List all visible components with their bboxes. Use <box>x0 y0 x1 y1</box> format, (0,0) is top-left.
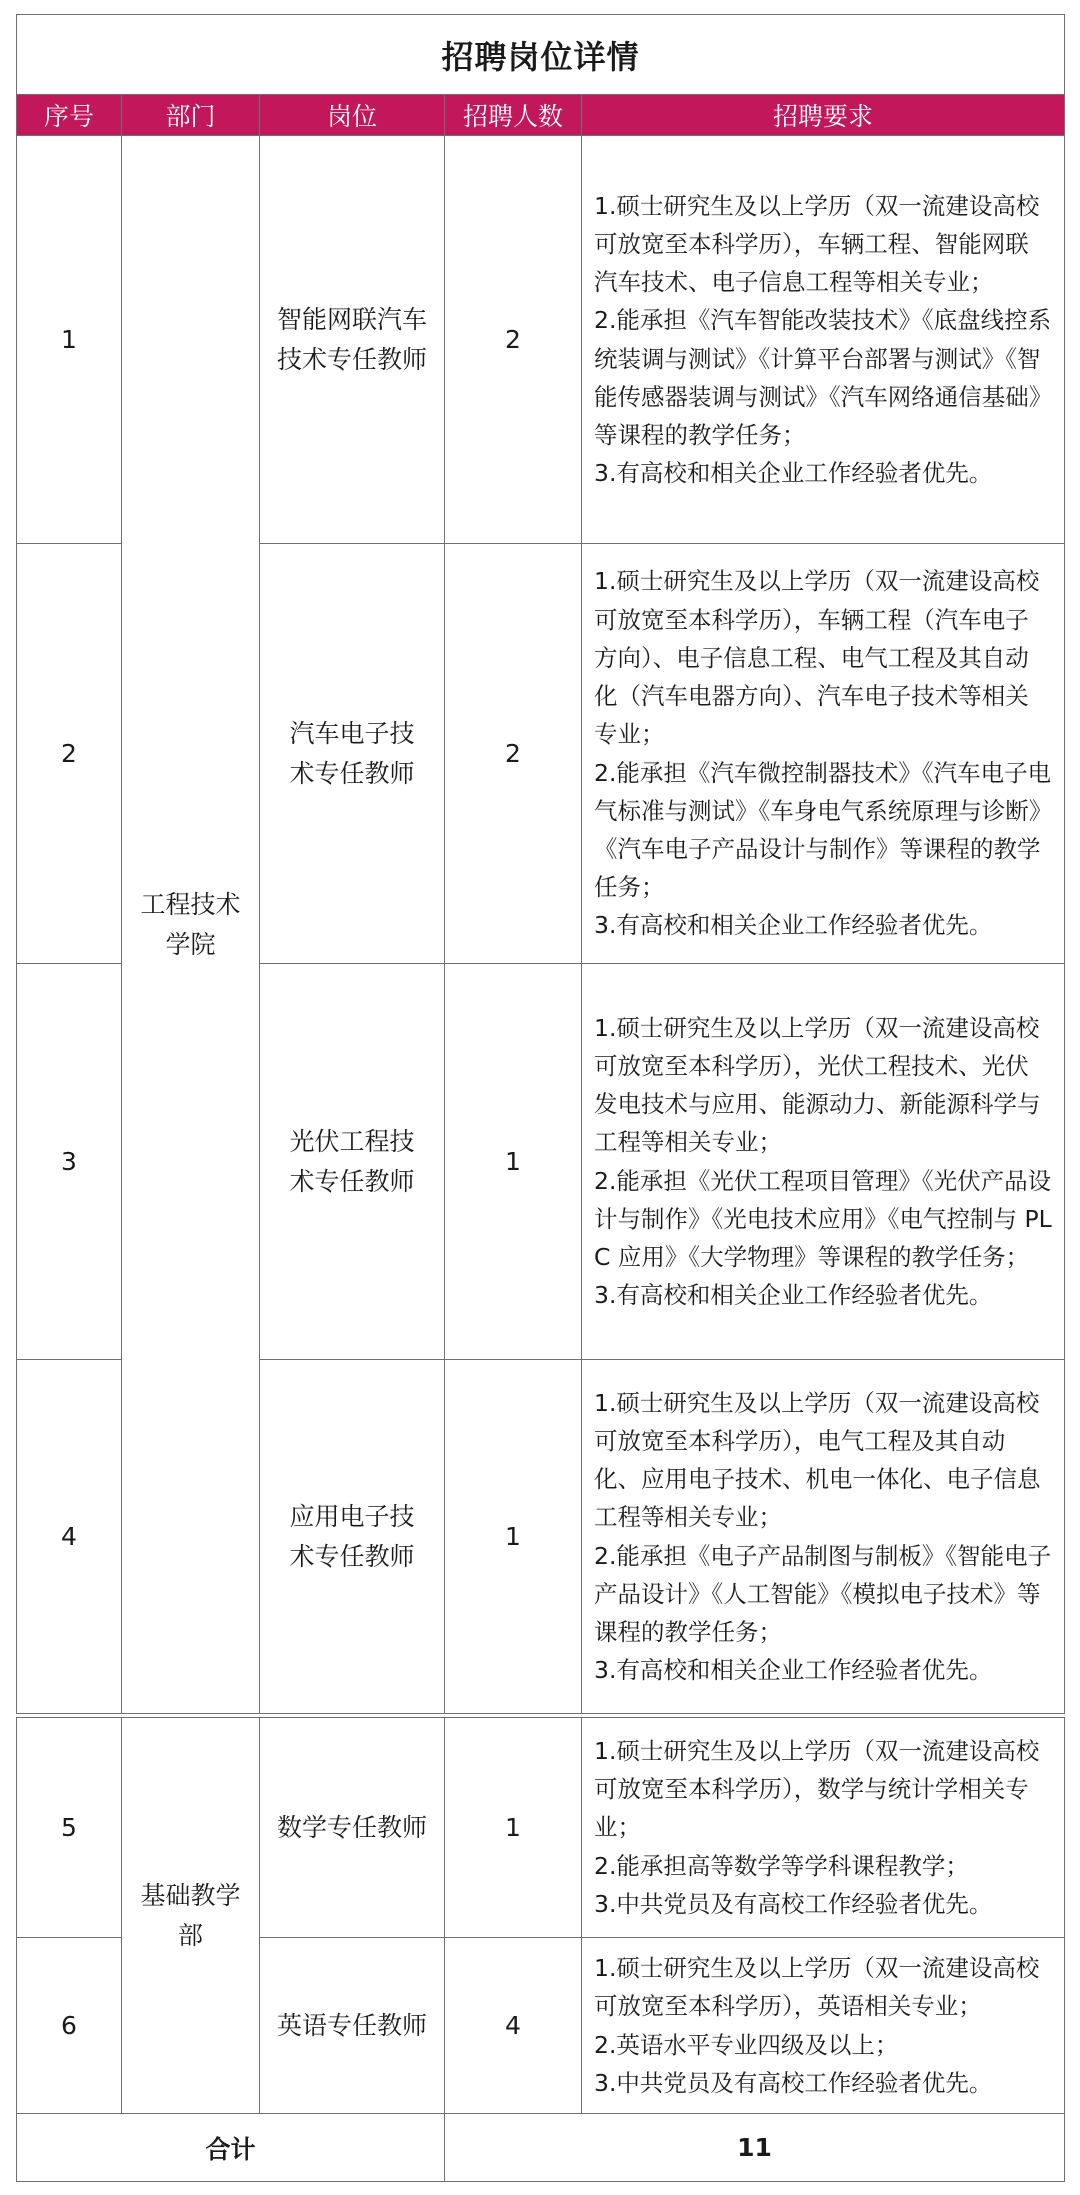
total-row <box>17 2114 1065 2182</box>
row-requirements <box>582 1718 1065 1938</box>
requirement-line: 2.能承担《汽车微控制器技术》《汽车电子电气标准与测试》《车身电气系统原理与诊断》《汽车电子产品设计与制作》等课程的教学任务； <box>594 758 1052 902</box>
requirement-line: 3.中共党员及有高校工作经验者优先。 <box>594 2068 993 2097</box>
row-no: 4 <box>17 1360 122 1714</box>
row-requirements <box>582 136 1065 544</box>
row-count: 2 <box>445 136 582 544</box>
row-no: 2 <box>17 544 122 964</box>
requirement-line: 2.能承担《汽车智能改装技术》《底盘线控系统装调与测试》《计算平台部署与测试》《智能传感器装调与测试》《汽车网络通信基础》等课程的教学任务； <box>594 306 1052 449</box>
position-label: 数学专任教师 <box>276 1812 427 1842</box>
requirement-line: 3.有高校和相关企业工作经验者优先。 <box>594 459 993 488</box>
requirement-line: 1.硕士研究生及以上学历（双一流建设高校可放宽至本科学历），车辆工程（汽车电子方向）、电子信息工程、电气工程及其自动化（汽车电器方向）、汽车电子技术等相关专业； <box>594 567 1040 749</box>
row-count: 1 <box>445 964 582 1360</box>
requirement-line: 3.有高校和相关企业工作经验者优先。 <box>594 1656 993 1685</box>
table-title: 招聘岗位详情 <box>17 15 1065 95</box>
row-requirements <box>582 1360 1065 1714</box>
row-position <box>260 964 445 1360</box>
row-position <box>260 136 445 544</box>
position-label: 智能网联汽车技术专任教师 <box>276 304 427 374</box>
requirement-line: 2.能承担《电子产品制图与制板》《智能电子产品设计》《人工智能》《模拟电子技术》等课程的教学任务； <box>594 1541 1052 1646</box>
header-count: 招聘人数 <box>445 95 582 136</box>
position-label: 光伏工程技术专任教师 <box>289 1126 415 1196</box>
table-row <box>17 136 1065 544</box>
row-count: 4 <box>445 1938 582 2114</box>
header-requirements: 招聘要求 <box>582 95 1065 136</box>
row-no: 6 <box>17 1938 122 2114</box>
row-requirements <box>582 1938 1065 2114</box>
row-dept <box>122 1718 260 2114</box>
row-position <box>260 1718 445 1938</box>
total-label: 合计 <box>17 2114 445 2182</box>
total-value: 11 <box>445 2114 1065 2182</box>
row-no: 1 <box>17 136 122 544</box>
position-label: 英语专任教师 <box>276 2010 427 2040</box>
row-dept <box>122 136 260 1714</box>
requirement-line: 2.能承担高等数学等学科课程教学； <box>594 1851 969 1880</box>
header-no: 序号 <box>17 95 122 136</box>
row-requirements <box>582 964 1065 1360</box>
header-position: 岗位 <box>260 95 445 136</box>
dept-label: 基础教学部 <box>140 1880 241 1950</box>
row-position <box>260 1360 445 1714</box>
requirement-line: 2.能承担《光伏工程项目管理》《光伏产品设计与制作》《光电技术应用》《电气控制与 PLC 应用》《大学物理》等课程的教学任务； <box>594 1166 1052 1271</box>
header-row <box>17 95 1065 136</box>
row-count: 1 <box>445 1718 582 1938</box>
row-count: 2 <box>445 544 582 964</box>
requirement-line: 3.有高校和相关企业工作经验者优先。 <box>594 1281 993 1310</box>
row-position <box>260 1938 445 2114</box>
row-count: 1 <box>445 1360 582 1714</box>
recruitment-table <box>16 14 1065 2182</box>
row-no: 5 <box>17 1718 122 1938</box>
dept-label: 工程技术学院 <box>140 889 241 959</box>
header-dept: 部门 <box>122 95 260 136</box>
position-label: 应用电子技术专任教师 <box>289 1501 415 1571</box>
table-row <box>17 1718 1065 1938</box>
requirement-line: 3.有高校和相关企业工作经验者优先。 <box>594 911 993 940</box>
requirement-line: 1.硕士研究生及以上学历（双一流建设高校可放宽至本科学历），电气工程及其自动化、应用电子技术、机电一体化、电子信息工程等相关专业； <box>594 1388 1041 1532</box>
requirement-line: 1.硕士研究生及以上学历（双一流建设高校可放宽至本科学历），光伏工程技术、光伏发电技术与应用、能源动力、新能源科学与工程等相关专业； <box>594 1013 1041 1157</box>
row-position <box>260 544 445 964</box>
row-requirements <box>582 544 1065 964</box>
position-label: 汽车电子技术专任教师 <box>289 718 415 788</box>
requirement-line: 1.硕士研究生及以上学历（双一流建设高校可放宽至本科学历），数学与统计学相关专业； <box>594 1736 1040 1842</box>
row-no: 3 <box>17 964 122 1360</box>
requirement-line: 1.硕士研究生及以上学历（双一流建设高校可放宽至本科学历），车辆工程、智能网联汽车技术、电子信息工程等相关专业； <box>594 191 1040 297</box>
requirement-line: 1.硕士研究生及以上学历（双一流建设高校可放宽至本科学历），英语相关专业； <box>594 1954 1040 2021</box>
requirement-line: 2.英语水平专业四级及以上； <box>594 2030 899 2059</box>
requirement-line: 3.中共党员及有高校工作经验者优先。 <box>594 1889 993 1918</box>
